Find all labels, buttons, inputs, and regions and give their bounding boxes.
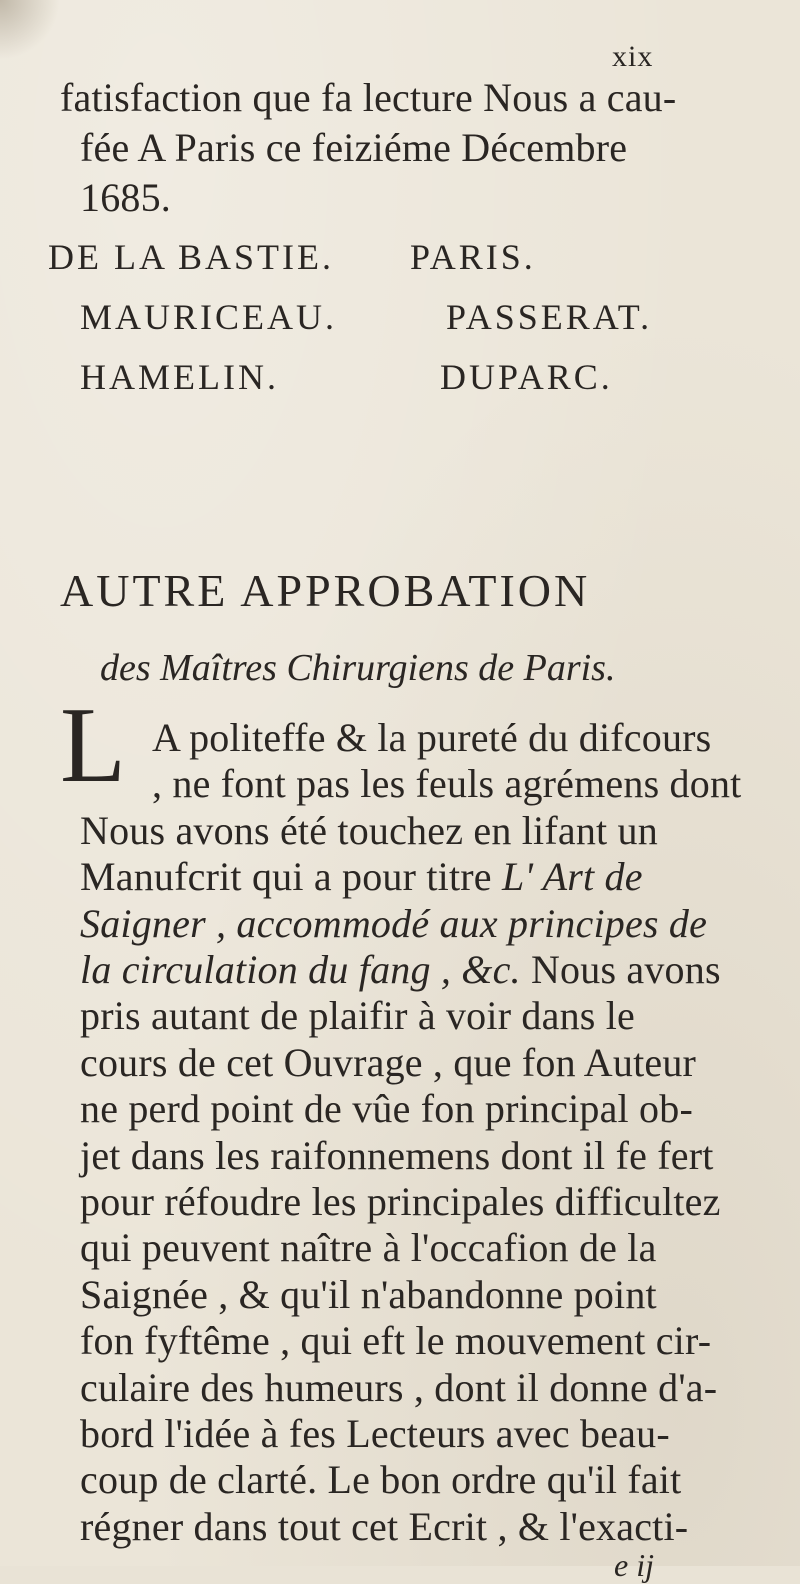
signatory-passerat: PASSERAT. (446, 297, 653, 337)
text-line: pour réfoudre les principales difficultez (80, 1179, 721, 1224)
text-line: cours de cet Ouvrage , que fon Auteur (80, 1040, 697, 1085)
text-run: Manufcrit qui a pour titre (80, 854, 492, 899)
page-folio: xix (612, 40, 654, 73)
text-line: qui peuvent naître à l'occafion de la (80, 1225, 657, 1270)
section-subtitle: des Maîtres Chirurgiens de Paris. (100, 647, 616, 689)
text-line: , ne font pas les feuls agrémens dont (152, 761, 742, 806)
text-line: fatisfaction que fa lecture Nous a cau- (60, 75, 677, 120)
text-line: A politeffe & la pureté du difcours (152, 715, 712, 760)
text-line: fée A Paris ce feiziéme Décembre (80, 125, 628, 170)
text-line (80, 855, 643, 899)
signatory-de-la-bastie: DE LA BASTIE. (48, 237, 334, 277)
page-corner-stain (0, 0, 60, 60)
text-line: régner dans tout cet Ecrit , & l'exacti- (80, 1504, 689, 1549)
title-run-italic: la circulation du fang , &c. (80, 947, 521, 992)
text-line: fon fyftême , qui eft le mouvement cir- (80, 1318, 712, 1363)
text-line: pris autant de plaifir à voir dans le (80, 993, 635, 1038)
text-line: bord l'idée à fes Lecteurs avec beau- (80, 1411, 670, 1456)
text-line (80, 948, 721, 992)
section-title: AUTRE APPROBATION (60, 565, 591, 616)
drop-cap: L (60, 686, 126, 805)
signatory-paris: PARIS. (410, 237, 536, 277)
text-line: culaire des humeurs , dont il donne d'a- (80, 1365, 718, 1410)
text-run: Nous avons (530, 947, 721, 992)
signatory-mauriceau: MAURICEAU. (80, 297, 338, 337)
text-line: jet dans les raifonnemens dont il fe fert (80, 1133, 714, 1178)
text-line: ne perd point de vûe fon principal ob- (80, 1086, 693, 1131)
title-run-italic: L' Art de (501, 854, 643, 899)
text-line: coup de clarté. Le bon ordre qu'il fait (80, 1457, 682, 1502)
signatory-hamelin: HAMELIN. (80, 357, 279, 397)
text-line: Nous avons été touchez en lifant un (80, 808, 658, 853)
text-line: Saignée , & qu'il n'abandonne point (80, 1272, 657, 1317)
signatory-duparc: DUPARC. (440, 357, 613, 397)
date-year: 1685. (80, 175, 171, 220)
italic-title-line: Saigner , accommodé aux principes de (80, 901, 708, 946)
catchword: e ij (614, 1547, 654, 1583)
